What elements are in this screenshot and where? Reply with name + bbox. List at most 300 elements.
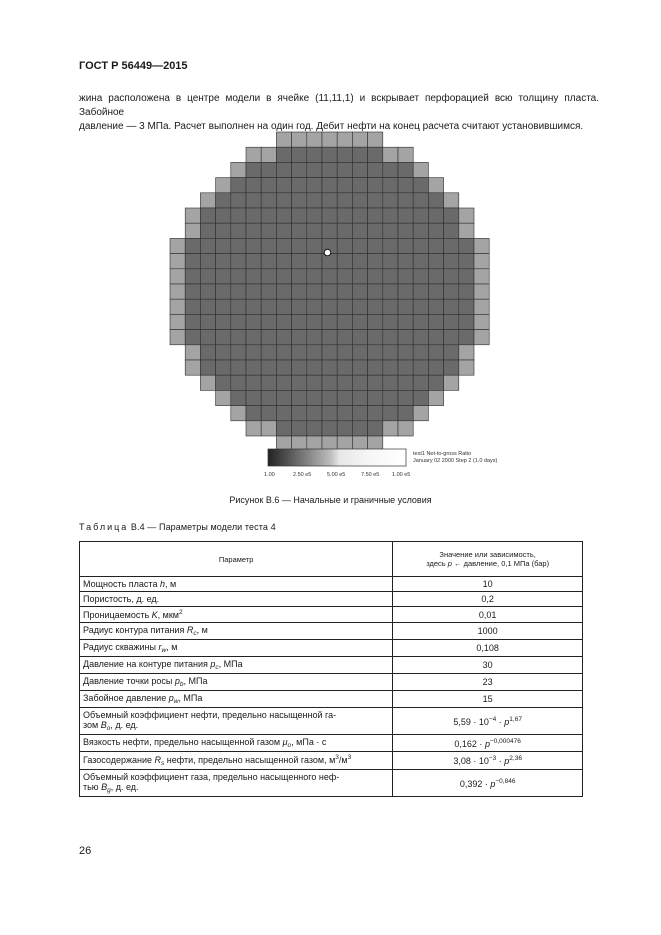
grid-cell [322,223,337,238]
grid-cell [428,314,443,329]
grid-cell [200,238,215,253]
colorbar-tick: 7.50 e5 [361,472,380,478]
table-title-prefix: Таблица [79,522,129,532]
grid-cell [276,345,291,360]
grid-cell [322,421,337,436]
boundary-cell [261,421,276,436]
grid-cell [398,178,413,193]
grid-cell [428,223,443,238]
colorbar-tick: 1.00 e5 [392,472,411,478]
grid-cell [261,162,276,177]
grid-cell [368,360,383,375]
param-value: 15 [393,691,583,708]
grid-cell [231,254,246,269]
grid-cell [307,406,322,421]
grid-cell [307,178,322,193]
grid-cell [428,284,443,299]
grid-cell [292,299,307,314]
grid-cell [200,299,215,314]
grid-cell [307,238,322,253]
grid-cell [444,314,459,329]
grid-cell [444,223,459,238]
well-marker-icon [324,249,331,256]
grid-cell [459,254,474,269]
table-row [80,735,583,752]
grid-cell [231,193,246,208]
grid-cell [383,223,398,238]
boundary-cell [322,132,337,147]
grid-cell [368,330,383,345]
boundary-cell [307,132,322,147]
grid-cell [261,223,276,238]
grid-cell [307,147,322,162]
boundary-cell [474,284,489,299]
grid-cell [292,345,307,360]
grid-cell [398,238,413,253]
header-value-p: p [447,559,452,568]
grid-cell [216,360,231,375]
grid-cell [444,208,459,223]
grid-cell [276,178,291,193]
param-name: Давление точки росы $p_b$, МПа [80,674,393,691]
grid-cell [337,193,352,208]
boundary-cell [383,421,398,436]
grid-cell [383,162,398,177]
boundary-cell [185,360,200,375]
param-name: Радиус контура питания $R_c$, м [80,623,393,640]
header-param: Параметр [80,542,393,577]
grid-cell [200,360,215,375]
grid-cell [413,360,428,375]
grid-cell [261,314,276,329]
param-value: 0,108 [393,640,583,657]
grid-cell [383,406,398,421]
boundary-cell [170,284,185,299]
grid-cell [307,314,322,329]
grid-cell [200,254,215,269]
grid-cell [398,390,413,405]
grid-cell [368,284,383,299]
grid-cell [337,269,352,284]
grid-cell [337,284,352,299]
grid-cell [307,269,322,284]
table-row [80,592,583,607]
grid-cell [231,330,246,345]
grid-cell [368,208,383,223]
grid-cell [398,345,413,360]
grid-cell [276,193,291,208]
param-name: Газосодержание $R_s$ нефти, предельно насыщенной газом, $м^3/м^3$ [80,752,393,770]
grid-cell [352,314,367,329]
table-row [80,623,583,640]
boundary-cell [337,132,352,147]
grid-cell [292,254,307,269]
param-value: 10 [393,577,583,592]
grid-cell [413,330,428,345]
grid-cell [185,314,200,329]
intro-line-2: давление — 3 МПа. Расчет выполнен на один год. Дебит нефти на конец расчета считают установившимся. [79,121,584,132]
grid-cell [261,390,276,405]
document-header: ГОСТ Р 56449—2015 [79,60,188,72]
grid-cell [185,269,200,284]
param-name: Мощность пласта h, м [80,577,393,592]
header-value-line2b: ← давление, 0,1 МПа (бар) [451,559,550,568]
grid-cell [292,314,307,329]
grid-cell [398,406,413,421]
grid-cell [216,193,231,208]
boundary-cell [444,375,459,390]
grid-cell [368,178,383,193]
grid-cell [246,314,261,329]
grid-cell [337,390,352,405]
grid-cell [185,299,200,314]
parameters-table [79,541,583,797]
boundary-cell [246,147,261,162]
grid-cell [292,375,307,390]
grid-cell [428,299,443,314]
table-row [80,691,583,708]
grid-cell [231,223,246,238]
param-name: Забойное давление $p_w$, МПа [80,691,393,708]
grid-cell [444,360,459,375]
grid-cell [292,284,307,299]
boundary-cell [474,330,489,345]
grid-cell [216,284,231,299]
grid-cell [216,223,231,238]
grid-cell [398,162,413,177]
grid-cell [383,360,398,375]
boundary-cell [200,193,215,208]
grid-cell [352,330,367,345]
colorbar-gradient [268,449,406,466]
grid-cell [428,360,443,375]
boundary-cell [459,208,474,223]
grid-cell [444,238,459,253]
grid-cell [292,162,307,177]
grid-cell [444,299,459,314]
grid-cell [444,254,459,269]
grid-cell [383,375,398,390]
param-value: $5,59 \cdot 10^{-4} \cdot p^{1,67}$ [393,708,583,735]
grid-cell [292,208,307,223]
grid-cell [246,178,261,193]
grid-cell [322,375,337,390]
grid-cell [428,375,443,390]
grid-cell [276,375,291,390]
grid-cell [276,390,291,405]
grid-cell [292,421,307,436]
grid-cell [261,254,276,269]
boundary-cell [170,330,185,345]
grid-cell [200,284,215,299]
grid-cell [216,238,231,253]
boundary-cell [444,193,459,208]
boundary-cell [216,178,231,193]
grid-cell [413,375,428,390]
param-name: Вязкость нефти, предельно насыщенной газом $\mu_o$, мПа · с [80,735,393,752]
colorbar [264,449,498,478]
grid-cell [413,299,428,314]
grid-cell [261,193,276,208]
grid-cell [337,208,352,223]
grid-cell [368,345,383,360]
grid-cell [383,238,398,253]
grid-cell [185,284,200,299]
grid-cell [322,406,337,421]
grid-cell [383,193,398,208]
grid-cell [307,360,322,375]
grid-cell [185,254,200,269]
boundary-cell [170,314,185,329]
grid-cell [246,330,261,345]
grid-cell [337,360,352,375]
grid-cell [428,345,443,360]
grid-cell [368,314,383,329]
grid-cell [261,238,276,253]
grid-cell [200,345,215,360]
grid-cell [292,360,307,375]
grid-cell [246,390,261,405]
grid-cell [307,375,322,390]
param-value: 30 [393,657,583,674]
grid-cell [413,193,428,208]
grid-cell [276,299,291,314]
grid-cell [322,299,337,314]
grid-cell [444,284,459,299]
param-value: 23 [393,674,583,691]
grid-cell [200,314,215,329]
grid-cell [444,330,459,345]
intro-line-1: жина расположена в центре модели в ячейке (11,11,1) и вскрывает перфорацией всю толщину пласта. Забойное [79,93,599,118]
grid-cell [428,193,443,208]
grid-cell [216,314,231,329]
grid-cell [261,360,276,375]
grid-cell [337,345,352,360]
grid-cell [276,330,291,345]
grid-cell [185,330,200,345]
grid-cell [398,375,413,390]
grid-cell [246,284,261,299]
grid-cell [276,147,291,162]
grid-cell [231,390,246,405]
grid-cell [413,223,428,238]
grid-cell [322,360,337,375]
grid-cell [276,284,291,299]
grid-cell [322,314,337,329]
grid-cell [307,162,322,177]
grid-cell [276,360,291,375]
grid-cell [246,254,261,269]
header-value [393,542,583,577]
param-value: $0,392 \cdot p^{-0,846}$ [393,770,583,797]
param-value: 0,01 [393,607,583,623]
grid-cell [292,330,307,345]
grid-cell [444,269,459,284]
grid-cell [337,421,352,436]
grid-cell [352,375,367,390]
boundary-cell [352,132,367,147]
grid-cell [307,345,322,360]
table-row [80,770,583,797]
boundary-cell [474,314,489,329]
grid-cell [322,162,337,177]
grid-cell [352,223,367,238]
grid-cell [337,178,352,193]
grid-cell [200,330,215,345]
grid-cell [352,284,367,299]
grid-cell [322,345,337,360]
grid-cell [322,147,337,162]
grid-cell [368,390,383,405]
grid-cell [428,330,443,345]
boundary-cell [185,345,200,360]
grid-cell [383,208,398,223]
grid-cell [307,223,322,238]
param-name: Объемный коэффициент нефти, предельно насыщенной га- зом $B_o$, д. ед. [80,708,393,735]
grid-cell [383,178,398,193]
grid-cell [428,269,443,284]
boundary-cell [428,390,443,405]
grid-cell [292,406,307,421]
grid-cell [368,238,383,253]
grid-cell [337,162,352,177]
boundary-cell [292,132,307,147]
grid-cell [261,406,276,421]
grid-cell [413,345,428,360]
figure-caption: Рисунок В.6 — Начальные и граничные условия [229,495,432,505]
grid-cell [368,406,383,421]
grid-cell [368,421,383,436]
page-number: 26 [79,845,92,857]
grid-cell [276,406,291,421]
grid-cell [246,375,261,390]
grid-cell [276,208,291,223]
boundary-cell [170,238,185,253]
grid-cell [398,314,413,329]
boundary-cell [200,375,215,390]
grid-cell [292,390,307,405]
grid-cell [352,421,367,436]
grid-cell [292,238,307,253]
grid-cell [459,284,474,299]
grid-cell [352,193,367,208]
boundary-cell [474,269,489,284]
grid-cell [246,345,261,360]
colorbar-tick: 5.00 e5 [327,472,346,478]
grid-cell [383,299,398,314]
grid-cell [428,238,443,253]
grid-cell [216,254,231,269]
grid-cell [352,390,367,405]
grid-cell [231,269,246,284]
table-row [80,674,583,691]
table-row [80,708,583,735]
boundary-cell [398,147,413,162]
table-title [79,522,276,532]
grid-cell [246,238,261,253]
grid-cell [398,193,413,208]
grid-cell [352,299,367,314]
grid-cell [322,390,337,405]
grid-cell [459,314,474,329]
grid-cell [231,360,246,375]
grid-cell [428,208,443,223]
boundary-cell [459,360,474,375]
param-name: Давление на контуре питания $p_c$, МПа [80,657,393,674]
boundary-cell [368,132,383,147]
grid-cell [337,299,352,314]
grid-cell [398,254,413,269]
table-header-row [80,542,583,577]
grid-cell [383,330,398,345]
grid-cell [307,284,322,299]
boundary-cell [276,132,291,147]
grid-cell [261,208,276,223]
grid-cell [231,314,246,329]
table-title-text: В.4 — Параметры модели теста 4 [128,522,276,532]
grid-cell [413,208,428,223]
param-value: 1000 [393,623,583,640]
boundary-cell [185,208,200,223]
header-value-line1: Значение или зависимость, [439,550,536,559]
boundary-cell [261,147,276,162]
boundary-cell [474,299,489,314]
boundary-cell [474,254,489,269]
grid-cell [413,238,428,253]
grid-cell [352,345,367,360]
grid-cell [231,238,246,253]
grid-cell [216,375,231,390]
grid-cell [368,223,383,238]
param-name: Пористость, д. ед. [80,592,393,607]
grid-cell [307,299,322,314]
grid-cell [398,223,413,238]
grid-cell [231,208,246,223]
grid-cell [368,162,383,177]
boundary-cell [428,178,443,193]
grid-cell [276,314,291,329]
grid-cell [398,299,413,314]
grid-cell [337,314,352,329]
grid-cell [261,345,276,360]
grid-cell [337,375,352,390]
grid-cell [368,269,383,284]
grid-cell [246,162,261,177]
grid-cell [337,147,352,162]
grid-cell [368,193,383,208]
grid-cell [459,299,474,314]
grid-cell [322,284,337,299]
param-name: Радиус скважины $r_w$, м [80,640,393,657]
boundary-cell [413,406,428,421]
grid-cell [231,178,246,193]
grid-cell [216,330,231,345]
grid-cell [292,269,307,284]
boundary-cell [246,421,261,436]
grid-cell [261,269,276,284]
grid-cell [398,208,413,223]
grid-cell [337,238,352,253]
grid-cell [383,314,398,329]
grid-cell [322,193,337,208]
grid-cell [231,375,246,390]
boundary-cell [459,345,474,360]
grid-cell [307,330,322,345]
grid-cell [246,208,261,223]
grid-cell [398,284,413,299]
grid-cell [246,269,261,284]
grid-cell [200,208,215,223]
